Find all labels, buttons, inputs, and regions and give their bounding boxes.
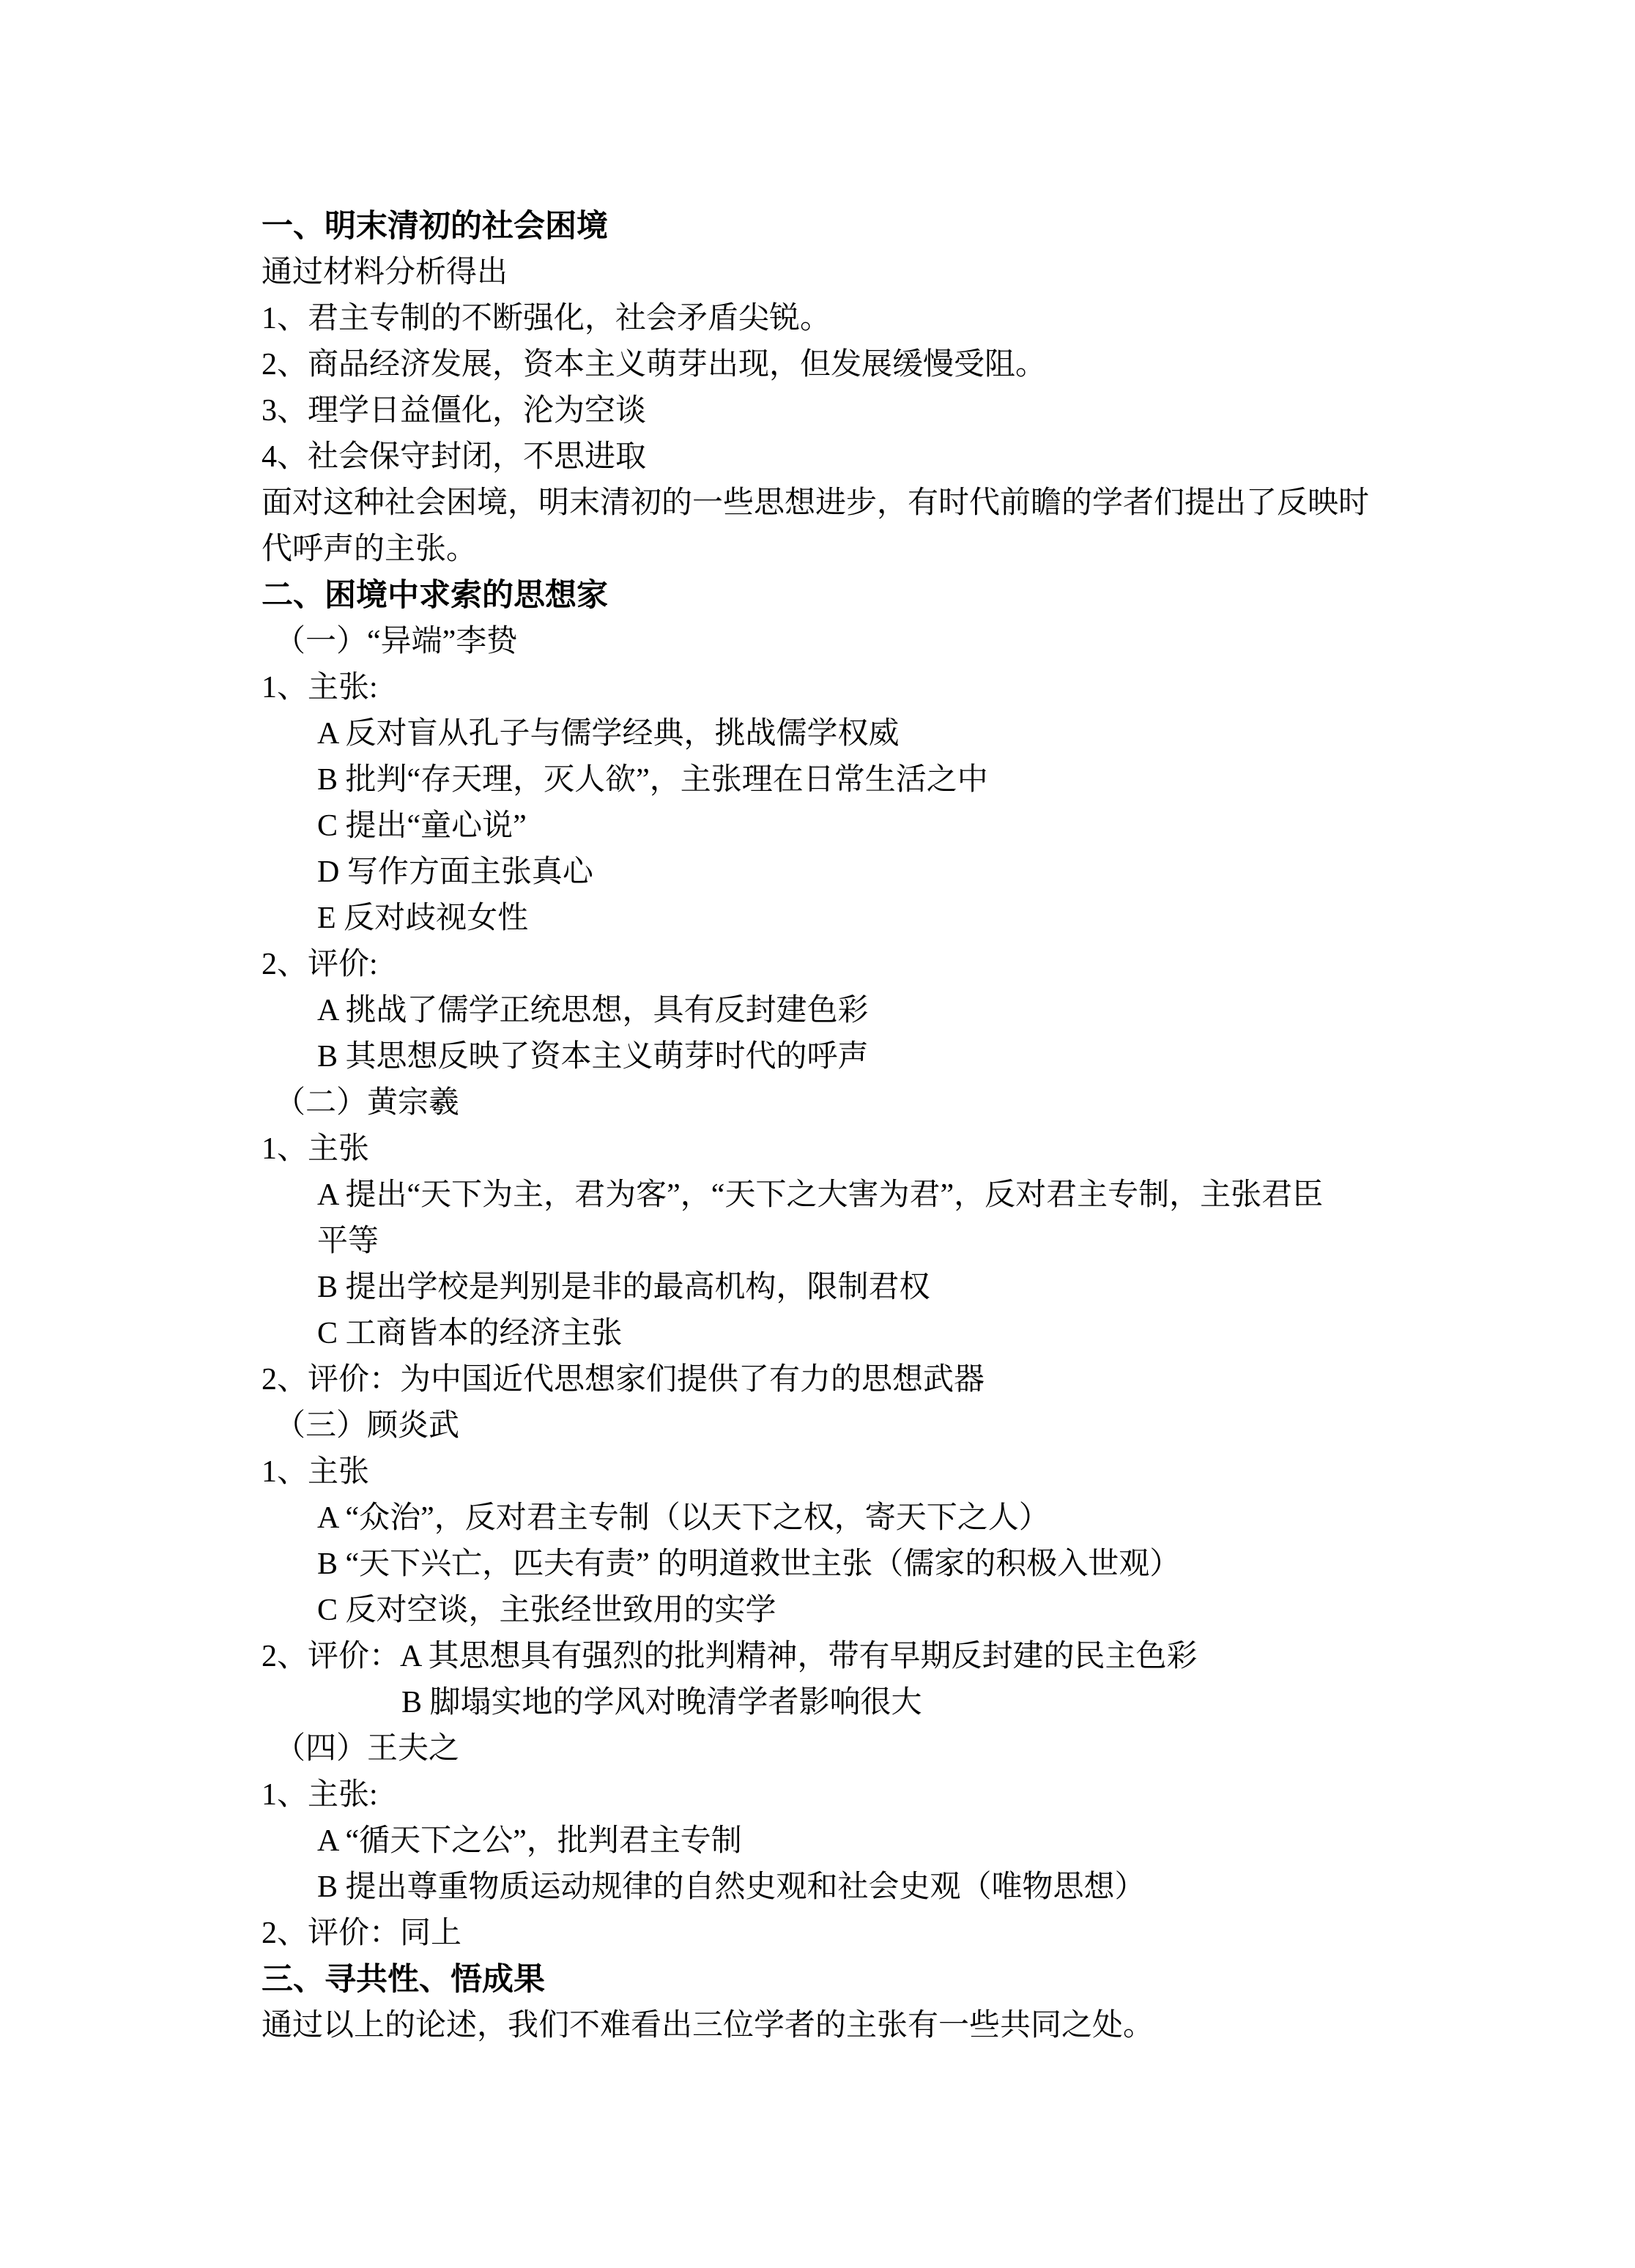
text-line: C 提出“童心说” — [317, 809, 527, 843]
text-line: A 提出“天下为主，君为客”，“天下之大害为君”，反对君主专制，主张君臣 — [317, 1178, 1324, 1212]
text-line: C 反对空谈，主张经世致用的实学 — [317, 1594, 776, 1627]
text-line: 通过材料分析得出 — [262, 256, 508, 289]
text-line: 代呼声的主张。 — [262, 532, 478, 566]
text-line: （三）顾炎武 — [275, 1409, 460, 1443]
text-line: 2、评价：为中国近代思想家们提供了有力的思想武器 — [262, 1363, 985, 1397]
text-line: E 反对歧视女性 — [317, 901, 529, 935]
text-line: 2、评价：A 其思想具有强烈的批判精神，带有早期反封建的民主色彩 — [262, 1640, 1198, 1673]
text-line: B 其思想反映了资本主义萌芽时代的呼声 — [317, 1040, 869, 1074]
text-line: 4、社会保守封闭，不思进取 — [262, 440, 647, 474]
text-line: 通过以上的论述，我们不难看出三位学者的主张有一些共同之处。 — [262, 2009, 1154, 2042]
text-line: B 提出尊重物质运动规律的自然史观和社会史观（唯物思想） — [317, 1870, 1146, 1904]
text-line: 1、君主专制的不断强化，社会矛盾尖锐。 — [262, 302, 831, 335]
text-line: （二）黄宗羲 — [275, 1086, 460, 1120]
text-line: 1、主张 — [262, 1132, 370, 1166]
text-line: D 写作方面主张真心 — [317, 855, 593, 889]
text-line: 平等 — [317, 1224, 379, 1258]
text-line: B 脚塌实地的学风对晚清学者影响很大 — [401, 1686, 922, 1719]
document-body — [262, 204, 1404, 2049]
text-line: 3、理学日益僵化，沦为空谈 — [262, 394, 647, 428]
text-line: 面对这种社会困境，明末清初的一些思想进步，有时代前瞻的学者们提出了反映时 — [262, 486, 1370, 520]
text-line: 2、评价：同上 — [262, 1916, 462, 1950]
text-line: A 挑战了儒学正统思想，具有反封建色彩 — [317, 994, 869, 1027]
text-line: （四）王夫之 — [275, 1732, 460, 1766]
text-line: B 批判“存天理，灭人欲”，主张理在日常生活之中 — [317, 763, 988, 797]
text-line: A 反对盲从孔子与儒学经典，挑战儒学权威 — [317, 717, 900, 751]
text-line: 1、主张: — [262, 1778, 378, 1812]
text-line: B 提出学校是判别是非的最高机构，限制君权 — [317, 1271, 930, 1304]
text-line: 1、主张: — [262, 671, 378, 704]
section-heading: 三、寻共性、悟成果 — [262, 1962, 545, 1997]
text-line: 2、评价: — [262, 948, 378, 981]
text-line: B “天下兴亡，匹夫有责” 的明道救世主张（儒家的积极入世观） — [317, 1547, 1181, 1581]
section-heading: 一、明末清初的社会困境 — [262, 209, 608, 244]
text-line: 1、主张 — [262, 1455, 370, 1489]
section-heading: 二、困境中求索的思想家 — [262, 578, 608, 613]
text-line: C 工商皆本的经济主张 — [317, 1317, 623, 1350]
text-line: 2、商品经济发展，资本主义萌芽出现，但发展缓慢受阻。 — [262, 348, 1047, 382]
text-line: A “循天下之公”，批判君主专制 — [317, 1824, 742, 1858]
text-line: A “众治”，反对君主专制（以天下之权，寄天下之人） — [317, 1501, 1050, 1535]
text-line: （一）“异端”李贽 — [275, 625, 518, 658]
